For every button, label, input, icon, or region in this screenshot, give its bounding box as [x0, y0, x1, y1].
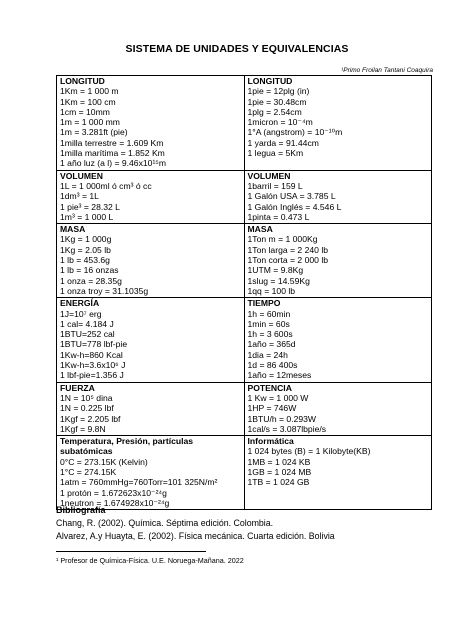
bibliography-ref: Chang, R. (2002). Química. Séptima edición. Colombia.	[56, 518, 274, 528]
category-header: FUERZA	[60, 382, 95, 393]
equivalence-line: 1pinta = 0.473 L	[247, 211, 310, 222]
table-cell-left	[57, 298, 245, 382]
equivalence-line: 1m³ = 1 000 L	[60, 211, 114, 222]
footnote: ¹ Profesor de Química-Física. U.E. Noruega-Mañana. 2022	[56, 556, 244, 565]
table-row	[57, 382, 432, 435]
category-header: POTENCIA	[247, 382, 292, 393]
table-cell-right	[244, 382, 432, 435]
equivalence-line: 1milla terrestre = 1.609 Km	[60, 137, 164, 148]
equivalence-line: 1N = 10⁵ dina	[60, 392, 113, 403]
table-row	[57, 436, 432, 510]
equivalence-line: 1 yarda = 91.44cm	[247, 137, 319, 148]
equivalence-line: 1 onza = 28.35g	[60, 275, 122, 286]
equivalence-line: 1 lbf-pie=1.356 J	[60, 370, 124, 381]
equivalence-line: 1N = 0.225 lbf	[60, 403, 114, 414]
equivalence-line: 1 lb = 16 onzas	[60, 265, 119, 276]
table-cell-left	[57, 224, 245, 298]
category-header: ENERGÍA	[60, 298, 100, 309]
equivalence-line: 1L = 1 000ml ó cm³ ó cc	[60, 180, 152, 191]
table-cell-left	[57, 76, 245, 171]
category-header: VOLUMEN	[60, 170, 103, 181]
equivalence-line: 1Kg = 2.05 lb	[60, 244, 111, 255]
equivalence-line: 1Km = 100 cm	[60, 96, 116, 107]
equivalence-line: 1Kgf = 9.8N	[60, 423, 106, 434]
equivalence-line: 1Kw-h=860 Kcal	[60, 349, 123, 360]
equivalence-line: 1Ton m = 1 000Kg	[247, 234, 318, 245]
category-header: Informática	[247, 436, 294, 447]
equivalence-line: 1°A (angstrom) = 10⁻¹⁰m	[247, 127, 343, 138]
equivalence-line: 1h = 60min	[247, 308, 291, 319]
equivalence-line: 1Kw-h=3.6x10⁶ J	[60, 360, 126, 371]
equivalence-line: 1 legua = 5Km	[247, 148, 304, 159]
equivalence-line: 1m = 1 000 mm	[60, 117, 120, 128]
equivalence-line: 1pie = 12plg (in)	[247, 86, 310, 97]
equivalence-line: 1d = 86 400s	[247, 360, 298, 371]
table-row	[57, 170, 432, 223]
equivalence-line: 1cm = 10mm	[60, 106, 110, 117]
equivalence-line: 1J=10⁷ erg	[60, 308, 102, 319]
equivalence-line: 1Kgf = 2.205 lbf	[60, 413, 121, 424]
equivalence-line: 1Kg = 1 000g	[60, 234, 112, 245]
category-header: LONGITUD	[247, 76, 293, 86]
equivalence-line: 1micron = 10⁻⁴m	[247, 117, 313, 128]
table-cell-right	[244, 224, 432, 298]
equivalence-line: 1cal/s = 3.087lbpie/s	[247, 423, 327, 434]
table-cell-right	[244, 170, 432, 223]
category-header: MASA	[247, 224, 273, 235]
equivalence-line: 1Ton larga = 2 240 lb	[247, 244, 329, 255]
equivalence-line: 1 Galón USA = 3.785 L	[247, 191, 336, 202]
bibliography-title: Bibliografía	[56, 505, 106, 515]
footnote-rule	[56, 551, 206, 552]
author-line: ¹Primo Froilan Tantani Coaquira	[341, 67, 433, 74]
category-header: TIEMPO	[247, 298, 281, 309]
equivalence-line: 1dm³ = 1L	[60, 191, 99, 202]
equivalence-line: 1°C = 274.15K	[60, 466, 117, 477]
equivalence-line: 1Km = 1 000 m	[60, 86, 119, 97]
table-row	[57, 224, 432, 298]
category-header: Temperatura, Presión, partículas subatómicas	[60, 436, 194, 457]
equivalence-line: 1h = 3 600s	[247, 329, 293, 340]
category-header: VOLUMEN	[247, 170, 291, 181]
equivalence-line: 1 onza troy = 31.1035g	[60, 285, 149, 296]
equivalence-line: 1Ton corta = 2 000 lb	[247, 255, 329, 266]
equivalence-line: 1 año luz (a l) = 9.46x10¹⁵m	[60, 158, 167, 169]
equivalence-line: 1 protón = 1.672623x10⁻²⁴g	[60, 487, 167, 498]
equivalence-line: 1UTM = 9.8Kg	[247, 265, 304, 276]
equivalence-line: 1GB = 1 024 MB	[247, 466, 312, 477]
table-cell-right	[244, 298, 432, 382]
table-row	[57, 76, 432, 171]
equivalence-line: 1qq = 100 lb	[247, 285, 296, 296]
equivalence-line: 1 024 bytes (B) = 1 Kilobyte(KB)	[247, 446, 371, 457]
category-header: LONGITUD	[60, 76, 105, 86]
table-cell-right	[244, 76, 432, 171]
equivalences-table	[56, 75, 432, 510]
equivalence-line: 1 cal= 4.184 J	[60, 318, 114, 329]
table-cell-right	[244, 436, 432, 510]
bibliography-ref: Alvarez, A.y Huayta, E. (2002). Física mecánica. Cuarta edición. Bolivia	[56, 531, 335, 541]
equivalence-line: 1neutron = 1.674928x10⁻²⁴g	[60, 497, 170, 508]
equivalence-line: 1 Galón Inglés = 4.546 L	[247, 201, 342, 212]
equivalence-line: 1pie = 30.48cm	[247, 96, 307, 107]
equivalence-line: 1min = 60s	[247, 318, 290, 329]
equivalence-line: 1 lb = 453.6g	[60, 255, 110, 266]
equivalence-line: 1BTU=778 lbf-pie	[60, 339, 128, 350]
equivalence-line: 1HP = 746W	[247, 403, 297, 414]
equivalence-line: 1TB = 1 024 GB	[247, 477, 310, 488]
table-cell-left	[57, 436, 245, 510]
equivalence-line: 1 Kw = 1 000 W	[247, 392, 309, 403]
category-header: MASA	[60, 224, 86, 235]
document-title: SISTEMA DE UNIDADES Y EQUIVALENCIAS	[125, 43, 349, 55]
equivalence-line: 1BTU/h = 0.293W	[247, 413, 317, 424]
table-cell-left	[57, 382, 245, 435]
equivalence-line: 1m = 3.281ft (pie)	[60, 127, 128, 138]
equivalence-line: 1atm = 760mmHg=760Torr=101 325N/m²	[60, 477, 218, 488]
equivalence-line: 1 pie³ = 28.32 L	[60, 201, 120, 212]
equivalence-line: 1slug = 14.59Kg	[247, 275, 310, 286]
table-cell-left	[57, 170, 245, 223]
equivalence-line: 1año = 365d	[247, 339, 296, 350]
equivalence-line: 1año = 12meses	[247, 370, 312, 381]
equivalence-line: 1barril = 159 L	[247, 180, 303, 191]
equivalence-line: 1BTU=252 cal	[60, 329, 115, 340]
equivalence-line: 1milla marítima = 1.852 Km	[60, 148, 165, 159]
equivalence-line: 1MB = 1 024 KB	[247, 456, 311, 467]
table-row	[57, 298, 432, 382]
equivalence-line: 0°C = 273.15K (Kelvin)	[60, 456, 148, 467]
equivalence-line: 1plg = 2.54cm	[247, 106, 302, 117]
equivalence-line: 1dia = 24h	[247, 349, 288, 360]
